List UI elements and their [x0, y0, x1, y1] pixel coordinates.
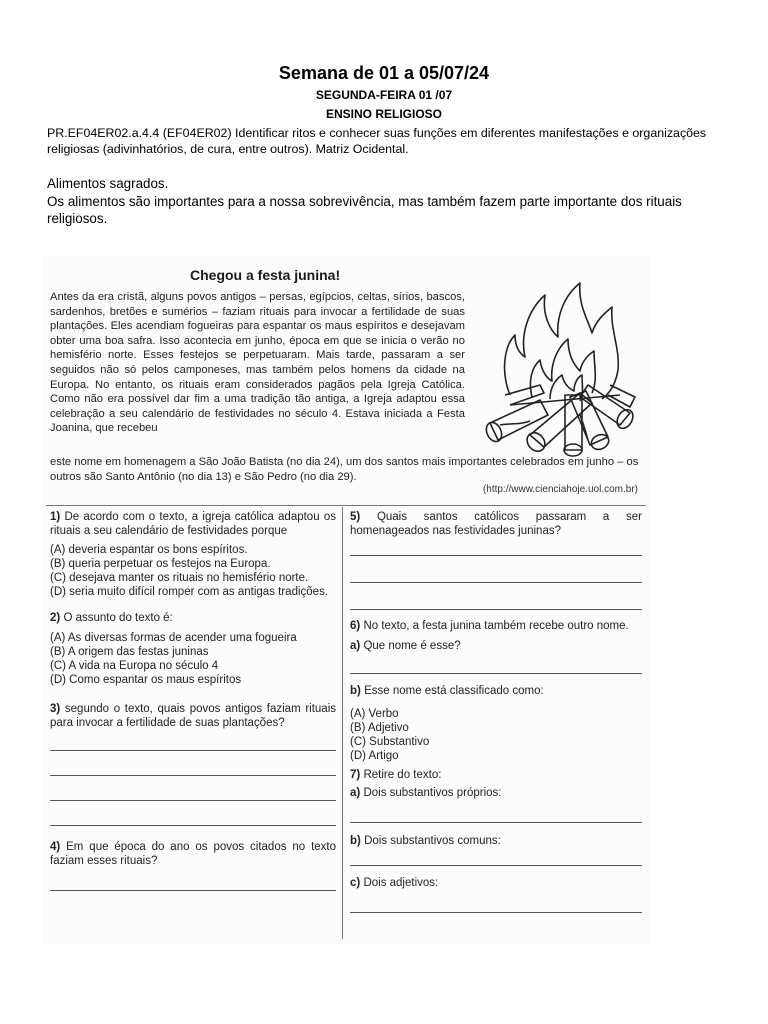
question-1 [50, 510, 336, 538]
question-7c [350, 876, 642, 890]
question-number: 4) [50, 841, 61, 853]
source-link: (http://www.cienciahoje.uol.com.br) [482, 484, 638, 495]
question-text: De acordo com o texto, a igreja católica adaptou os rituais a seu calendário de festividades porque [50, 511, 336, 537]
option: (D) Artigo [350, 750, 399, 762]
question-number: 2) [50, 612, 61, 624]
question-2 [50, 611, 336, 625]
section-divider [46, 505, 646, 506]
question-number: 1) [50, 511, 61, 523]
option: (B) queria perpetuar os festejos na Europa. [50, 558, 271, 570]
question-6 [350, 619, 642, 633]
question-4 [50, 840, 336, 868]
question-text: O assunto do texto é: [63, 612, 173, 624]
skill-description: PR.EF04ER02.a.4.4 (EF04ER02) Identificar ritos e conhecer suas funções em diferentes manifestações e organizações religiosas (adivinhatórios, de cura, entre outros). Matriz Ocidental. [47, 126, 707, 156]
question-6a [350, 639, 642, 653]
question-5 [350, 510, 642, 538]
reading-text-end: este nome em homenagem a São João Batista (no dia 24), um dos santos mais importantes celebrados em junho – os outros são Santo Antônio (no dia 13) e São Pedro (no dia 29). [50, 456, 639, 483]
page-title: Semana de 01 a 05/07/24 [278, 63, 490, 83]
question-text: Retire do texto: [363, 769, 442, 781]
bonfire-illustration [470, 275, 650, 465]
right-question-column [350, 510, 642, 913]
option: (D) seria muito difícil romper com as antigas tradições. [50, 586, 329, 598]
option: (A) Verbo [350, 708, 399, 720]
option: (A) deveria espantar os bons espíritos. [50, 544, 248, 556]
question-3 [50, 702, 336, 730]
item-label: b) [350, 685, 361, 697]
answer-line [350, 912, 642, 913]
reading-text: Antes da era cristã, alguns povos antigos – persas, egípcios, celtas, sírios, bascos, sardenhos, bretões e sumérios – faziam rituais para invocar a fertilidade de suas plantações. Eles acendiam fogueiras para espantar os maus espíritos e desejavam obter uma boa safra. Isso acontecia em junho, época em que se inicia o verão no hemisfério norte. Esses festejos se perpetuaram. Mais tarde, passaram a ser seguidos não só pelos camponeses, mas também pelos homens da cidade na Europa. No entanto, os rituais eram considerados pagãos pela Igreja Católica. Como não era possível dar fim a uma tradição tão antiga, a Igreja adaptou essa celebração a seu calendário de festividades no século 4. Estava iniciada a Festa Joanina, que recebeu [50, 291, 465, 435]
item-text: Dois adjetivos: [363, 877, 439, 889]
left-question-column [50, 510, 336, 891]
option: (B) Adjetivo [350, 722, 409, 734]
column-divider [342, 507, 343, 939]
option: (D) Como espantar os maus espíritos [50, 674, 242, 686]
item-text: Dois substantivos próprios: [363, 787, 502, 799]
question-7b [350, 834, 642, 848]
option: (C) desejava manter os rituais no hemisfério norte. [50, 572, 309, 584]
question-number: 5) [350, 511, 361, 523]
question-text: Em que época do ano os povos citados no texto faziam esses rituais? [50, 841, 336, 867]
question-text: Quais santos católicos passaram a ser homenageados nas festividades juninas? [350, 511, 642, 537]
item-text: Dois substantivos comuns: [364, 835, 501, 847]
option: (C) Substantivo [350, 736, 430, 748]
worksheet-title: Chegou a festa junina! [190, 267, 341, 283]
question-number: 3) [50, 703, 61, 715]
question-7a [350, 786, 642, 800]
answer-line [50, 890, 336, 891]
day-heading: SEGUNDA-FEIRA 01 /07 [315, 88, 453, 102]
option: (C) A vida na Europa no século 4 [50, 660, 219, 672]
item-label: b) [350, 835, 361, 847]
option: (B) A origem das festas juninas [50, 646, 209, 658]
item-label: c) [350, 877, 361, 889]
item-label: a) [350, 640, 361, 652]
option: (A) As diversas formas de acender uma fogueira [50, 632, 297, 644]
question-text: No texto, a festa junina também recebe outro nome. [363, 620, 629, 632]
question-text: segundo o texto, quais povos antigos faziam rituais para invocar a fertilidade de suas plantações? [50, 703, 336, 729]
question-7 [350, 768, 642, 782]
worksheet-image [42, 257, 650, 943]
item-label: a) [350, 787, 361, 799]
subject-heading: ENSINO RELIGIOSO [325, 107, 442, 121]
item-text: Que nome é esse? [363, 640, 461, 652]
question-6b [350, 684, 642, 698]
question-number: 7) [350, 769, 361, 781]
topic-line: Alimentos sagrados. [47, 176, 169, 191]
item-text: Esse nome está classificado como: [364, 685, 544, 697]
question-number: 6) [350, 620, 361, 632]
intro-paragraph: Os alimentos são importantes para a nossa sobrevivência, mas também fazem parte importante dos rituais religiosos. [47, 194, 682, 226]
